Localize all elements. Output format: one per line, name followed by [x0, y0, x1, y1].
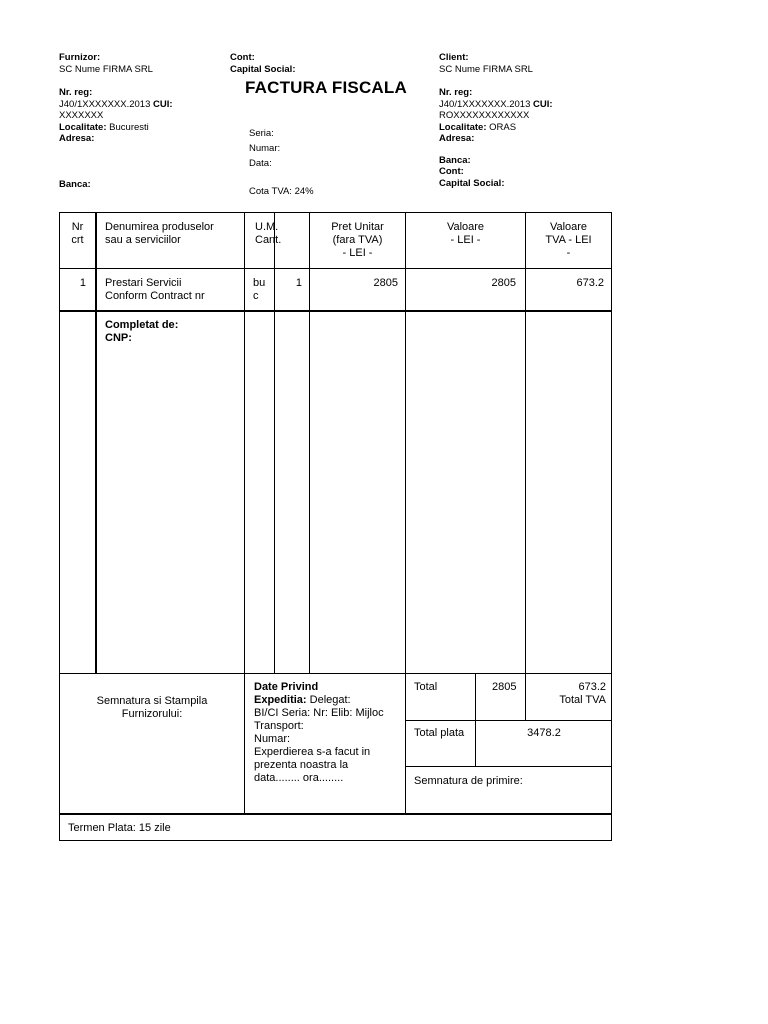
completed-by: Completat de: CNP: — [105, 319, 179, 344]
total-plata-label: Total plata — [414, 727, 465, 739]
total-vat: 673.2 Total TVA — [559, 681, 606, 706]
supplier-city-label: Localitate — [59, 121, 104, 133]
client-capital-label: Capital Social — [439, 177, 502, 189]
account-block: Cont: Capital Social: — [230, 52, 296, 75]
header-tva: Valoare TVA - LEI - — [545, 221, 592, 259]
invoice-title: FACTURA FISCALA — [245, 78, 407, 97]
row-desc: Prestari Servicii Conform Contract nr — [105, 277, 205, 302]
supplier-cui-label: CUI — [153, 98, 170, 110]
client-block: Client: SC Nume FIRMA SRL Nr. reg: J40/1XXXXXXX.2013 CUI: ROXXXXXXXXXXXX Localitate: ORAS Adresa: Banca: Cont: Capital Social: — [439, 52, 614, 189]
total-value: 2805 — [492, 681, 517, 693]
header-nr: Nr crt — [71, 221, 84, 246]
supplier-label: Furnizor — [59, 52, 97, 63]
row-um: bu c — [253, 277, 266, 302]
client-name: SC Nume FIRMA SRL — [439, 63, 533, 75]
header-pret: Pret Unitar (fara TVA) - LEI - — [331, 221, 384, 259]
row-value: 2805 — [491, 277, 516, 289]
supplier-city-value: Bucuresti — [109, 121, 149, 133]
row-vat: 673.2 — [576, 277, 604, 289]
client-bank-label: Banca — [439, 154, 468, 166]
total-label: Total — [414, 681, 438, 693]
supplier-block: Furnizor: SC Nume FIRMA SRL Nr. reg: J40/1XXXXXXX.2013 CUI: XXXXXXX Localitate: Bucuresti Adresa: — [59, 52, 229, 145]
client-reg-value: J40/1XXXXXXX.2013 — [439, 98, 531, 110]
receipt-signature: Semnatura de primire: — [414, 775, 523, 787]
invoice-seria: Seria: — [249, 128, 274, 139]
supplier-reg-value: J40/1XXXXXXX.2013 — [59, 98, 151, 110]
invoice-vat-rate: Cota TVA: 24% — [249, 186, 314, 197]
supplier-bank-label: Banca — [59, 179, 88, 190]
supplier-bank: Banca: — [59, 179, 91, 190]
invoice-numar: Numar: — [249, 143, 281, 154]
client-cui-label: CUI — [533, 98, 550, 110]
row-qty: 1 — [295, 277, 302, 289]
total-plata-value: 3478.2 — [527, 727, 561, 739]
header-denumire: Denumirea produselor sau a serviciilor — [105, 221, 214, 246]
invoice-data: Data: — [249, 158, 272, 169]
header-um: U.M. Cant. — [255, 221, 282, 246]
supplier-address-label: Adresa — [59, 133, 92, 144]
client-address-label: Adresa — [439, 133, 472, 144]
supplier-cui-value: XXXXXXX — [59, 110, 104, 121]
invoice-info — [249, 126, 280, 171]
client-reg-label: Nr. reg — [439, 87, 470, 98]
client-city-label: Localitate — [439, 121, 484, 133]
row-nr: 1 — [79, 277, 86, 289]
expedition-details: Date Privind Expeditia: Delegat: BI/CI Seria: Nr: Elib: Mijloc Transport: Numar: Experdierea s-a facut in prezenta noastra la data........ ora........ — [254, 681, 384, 784]
account-cont-label: Cont — [230, 52, 252, 63]
client-cont-label: Cont — [439, 166, 461, 177]
account-capital-label: Capital Social — [230, 63, 293, 75]
client-city-value: ORAS — [489, 121, 517, 133]
supplier-signature: Semnatura si Stampila Furnizorului: — [96, 695, 208, 720]
client-label: Client — [439, 52, 466, 63]
header-valoare: Valoare - LEI - — [446, 221, 485, 246]
row-price: 2805 — [373, 277, 398, 289]
supplier-name: SC Nume FIRMA SRL — [59, 63, 153, 75]
client-cui-value: ROXXXXXXXXXXXX — [439, 110, 530, 121]
supplier-reg-label: Nr. reg — [59, 87, 90, 98]
payment-term: Termen Plata: 15 zile — [68, 822, 171, 834]
